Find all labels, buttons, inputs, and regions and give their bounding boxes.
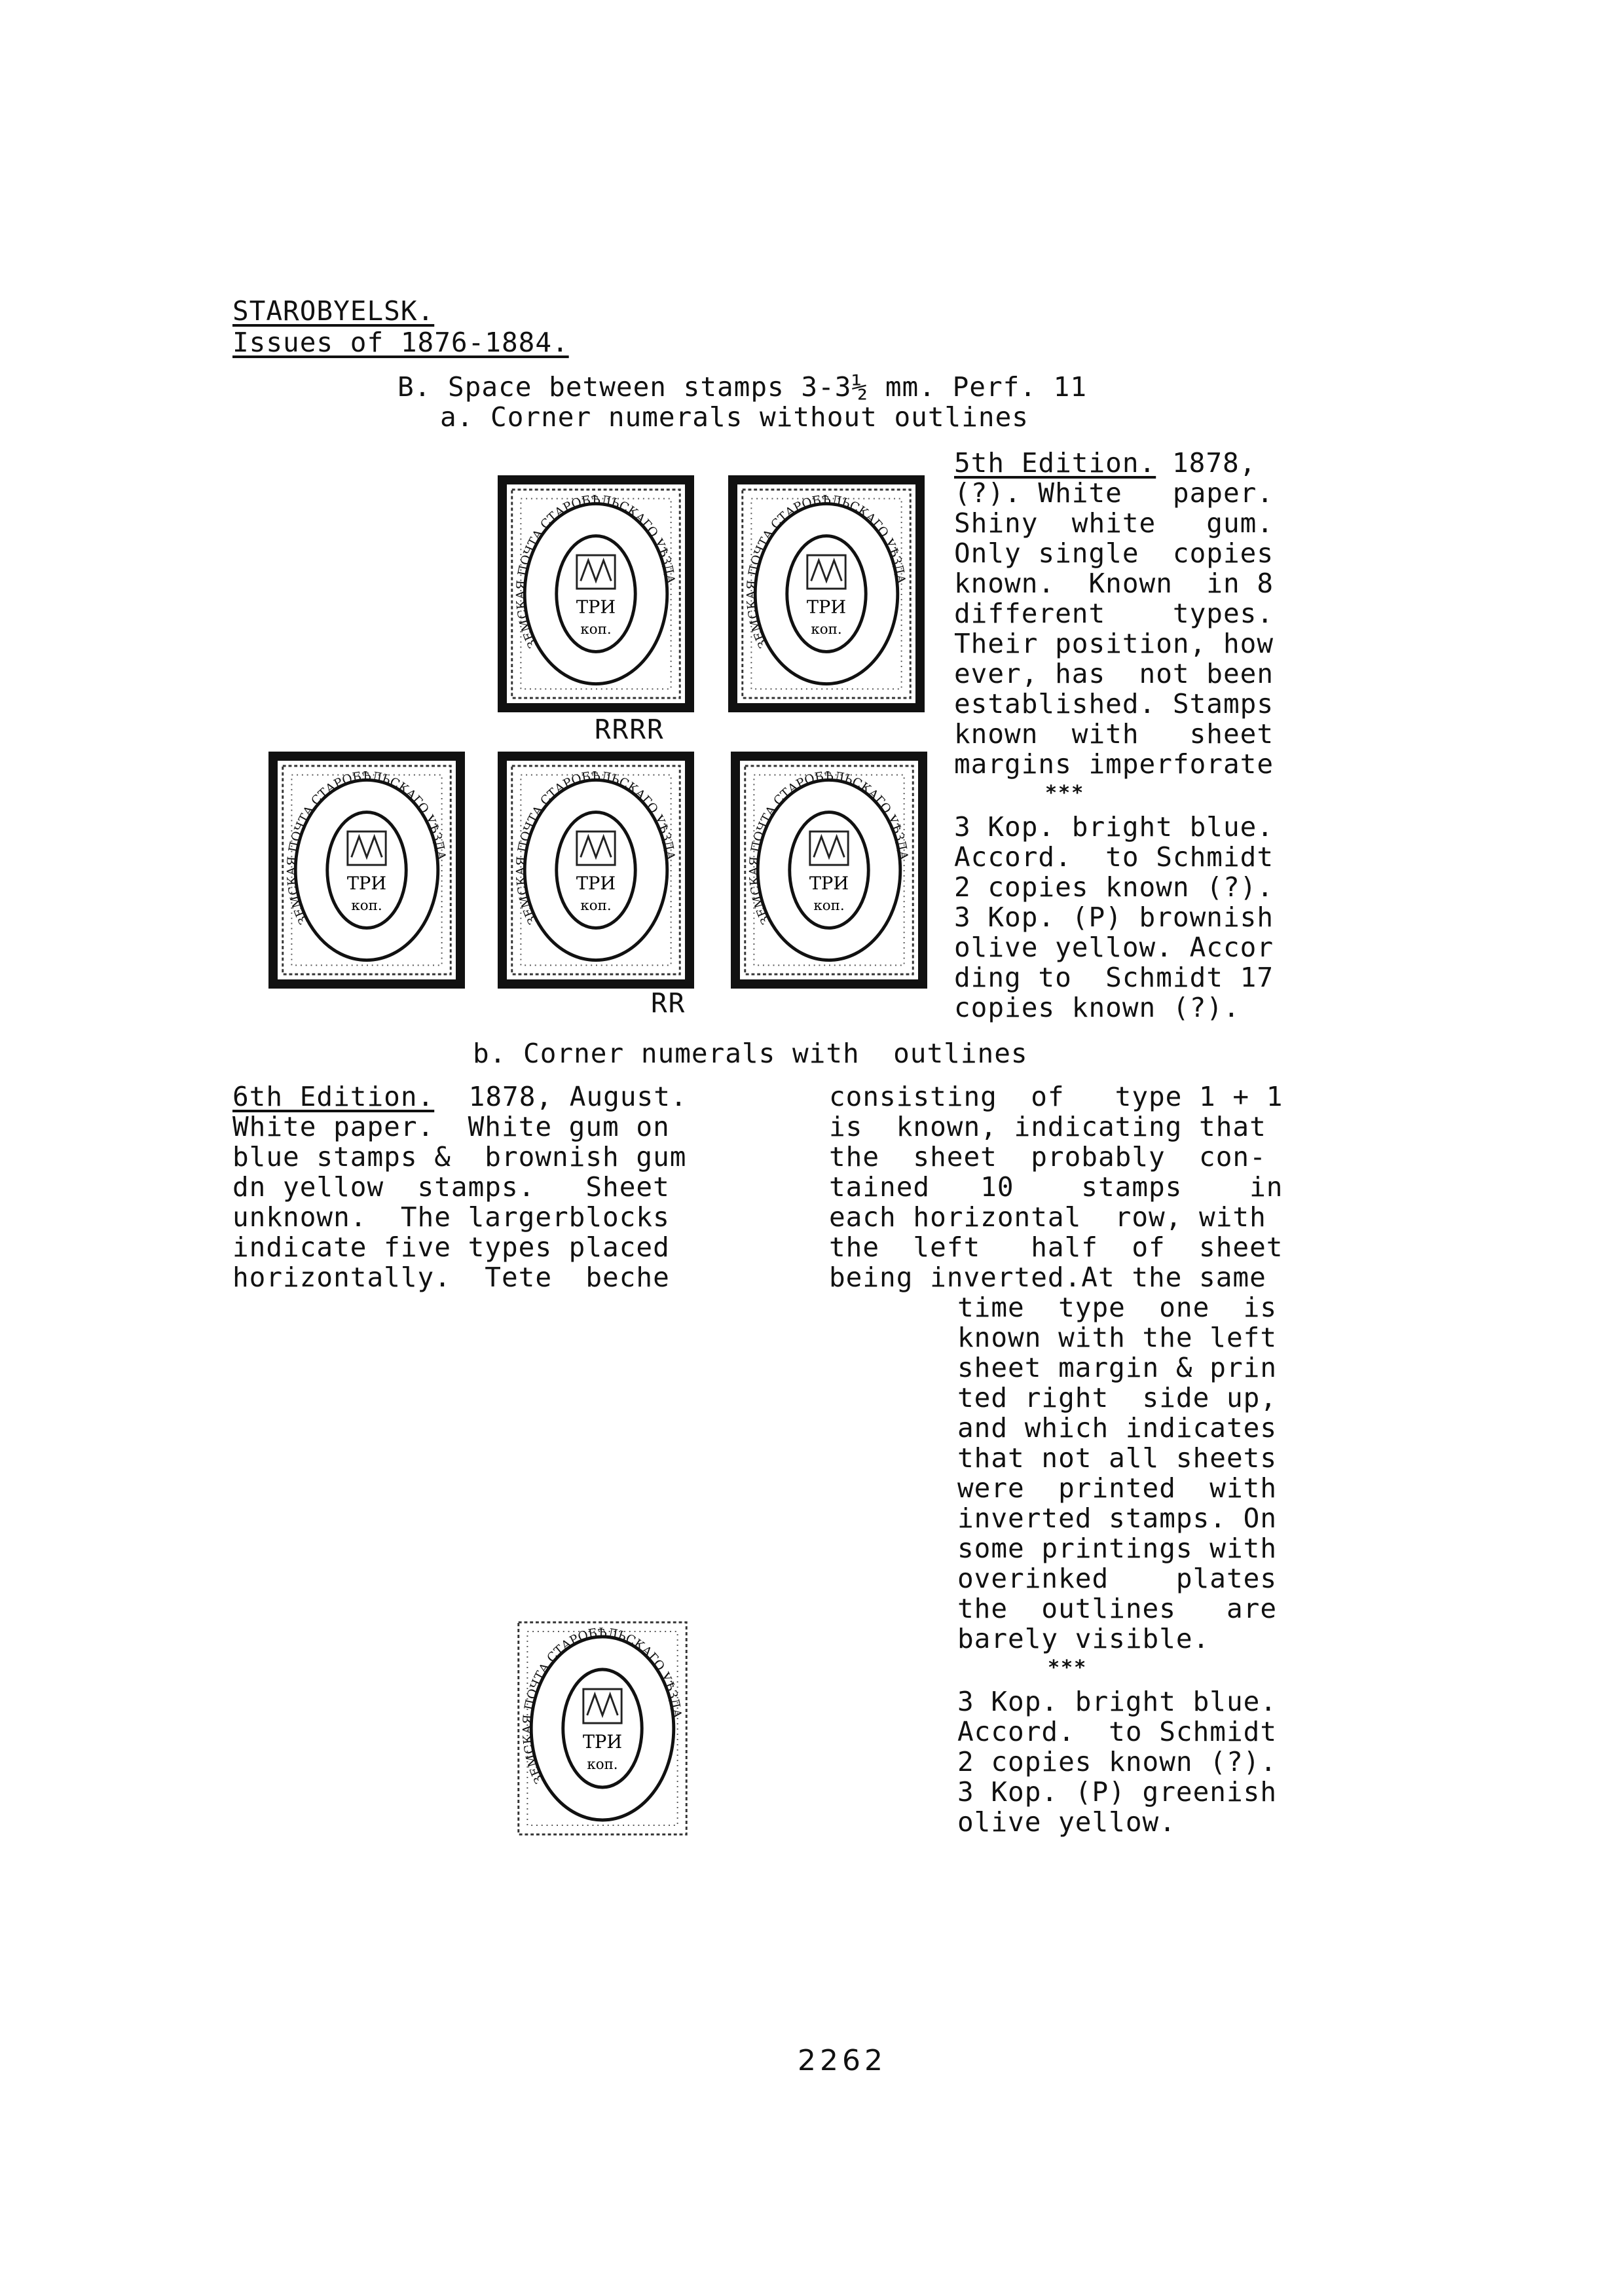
stamp-image [728, 475, 925, 712]
fifth-edition-line: (?). White paper. [954, 477, 1274, 509]
fifth-edition-title: 5th Edition. [954, 447, 1156, 479]
fifth-edition-line: Shiny white gum. [954, 507, 1274, 539]
fifth-edition-note: Accord. to Schmidt [954, 841, 1274, 873]
sixth-edition-narrow-line: time type one is [957, 1292, 1277, 1323]
stamp-denomination: ТРИ [576, 873, 616, 894]
stamp-oval-design [278, 761, 456, 979]
rarity-mark-rrrr: RRRR [595, 714, 665, 745]
separator-stars: *** [1045, 782, 1085, 805]
stamp-denomination: ТРИ [806, 597, 847, 618]
stamp-legend: ЗЕМСКАЯ ПОЧТА СТАРОБѢЛЬСКАГО УѢЗДА [747, 769, 911, 927]
rarity-mark-rr: RR [651, 987, 686, 1019]
stamp-unit: коп. [580, 897, 612, 914]
page-number: 2262 [798, 2044, 887, 2077]
stamp-legend: ЗЕМСКАЯ ПОЧТА СТАРОБѢЛЬСКАГО УѢЗДА [285, 769, 449, 927]
stamp-legend: ЗЕМСКАЯ ПОЧТА СТАРОБѢЛЬСКАГО УѢЗДА [745, 493, 908, 651]
fifth-edition-note: copies known (?). [954, 992, 1240, 1023]
sixth-edition-narrow-line: some printings with [957, 1533, 1277, 1564]
sixth-edition-note: olive yellow. [957, 1806, 1176, 1838]
stamp-denomination: ТРИ [582, 1730, 623, 1753]
sixth-edition-narrow-line: that not all sheets [957, 1442, 1277, 1474]
sixth-edition-line: dn yellow stamps. Sheet [232, 1171, 670, 1203]
sixth-edition-right-line: each horizontal row, with [829, 1201, 1266, 1233]
stamp-image [731, 752, 927, 989]
sixth-edition-line: horizontally. Tete beche [232, 1262, 670, 1293]
sixth-edition-line: 1878, August. [452, 1081, 688, 1112]
sixth-edition-right-line: the sheet probably con- [829, 1141, 1266, 1173]
sixth-edition-narrow-line: and which indicates [957, 1412, 1277, 1444]
sixth-edition-right-line: being inverted.At the same [829, 1262, 1266, 1293]
fifth-edition-line: different types. [954, 598, 1274, 629]
sixth-edition-line: indicate five types placed [232, 1231, 670, 1263]
stamp-unit: коп. [813, 897, 845, 914]
sixth-edition-narrow-line: sheet margin & prin [957, 1352, 1277, 1383]
fifth-edition-note: olive yellow. Accor [954, 932, 1274, 963]
fifth-edition-line: ever, has not been [954, 658, 1274, 689]
fifth-edition-note: ding to Schmidt 17 [954, 962, 1274, 993]
sixth-edition-note: Accord. to Schmidt [957, 1716, 1277, 1747]
sixth-edition-narrow-line: were printed with [957, 1472, 1277, 1504]
stamp-denomination: ТРИ [346, 873, 387, 894]
fifth-edition-line: margins imperforate [954, 748, 1274, 780]
fifth-edition-line: known with sheet [954, 718, 1274, 750]
sixth-edition-note: 3 Kop. bright blue. [957, 1686, 1277, 1717]
sixth-edition-note: 2 copies known (?). [957, 1746, 1277, 1777]
stamp-legend: ЗЕМСКАЯ ПОЧТА СТАРОБѢЛЬСКАГО УѢЗДА [514, 493, 678, 651]
sixth-edition-narrow-line: ted right side up, [957, 1382, 1277, 1413]
fifth-edition-note: 3 Kop. bright blue. [954, 811, 1274, 843]
fifth-edition-line: known. Known in 8 [954, 568, 1274, 599]
stamp-oval-design [737, 484, 915, 703]
fifth-edition-line: Only single copies [954, 538, 1274, 569]
stamp-oval-design [507, 484, 685, 703]
fifth-edition-line: established. Stamps [954, 688, 1274, 720]
sixth-edition-narrow-line: inverted stamps. On [957, 1503, 1277, 1534]
fifth-edition-line: 1878, [1172, 447, 1257, 479]
sixth-edition-line: blue stamps & brownish gum [232, 1141, 687, 1173]
stamp-denomination: ТРИ [576, 597, 616, 618]
stamp-oval-design [507, 761, 685, 979]
sixth-edition-line: unknown. The largerblocks [232, 1201, 670, 1233]
sixth-edition-narrow-line: the outlines are [957, 1593, 1277, 1624]
sixth-edition-right-line: is known, indicating that [829, 1111, 1266, 1142]
stamp-unit: коп. [811, 621, 842, 638]
sixth-edition-right-line: consisting of type 1 + 1 [829, 1081, 1283, 1112]
fifth-edition-note: 3 Kop. (P) brownish [954, 902, 1274, 933]
stamp-legend: ЗЕМСКАЯ ПОЧТА СТАРОБѢЛЬСКАГО УѢЗДА [521, 1626, 684, 1786]
stamp-image [268, 752, 465, 989]
sixth-edition-right-line: tained 10 stamps in [829, 1171, 1283, 1203]
page-title: STAROBYELSK. [232, 295, 435, 327]
stamp-oval-design [513, 1617, 692, 1840]
fifth-edition-line: Their position, how [954, 628, 1274, 659]
sixth-edition-narrow-line: known with the left [957, 1322, 1277, 1353]
stamp-oval-design [740, 761, 918, 979]
stamp-unit: коп. [351, 897, 382, 914]
issues-subtitle: Issues of 1876-1884. [232, 327, 569, 358]
subsection-a-heading: a. Corner numerals without outlines [440, 401, 1029, 433]
sixth-edition-right-line: the left half of sheet [829, 1231, 1283, 1263]
stamp-image [513, 1617, 692, 1840]
stamp-denomination: ТРИ [809, 873, 849, 894]
stamp-image [498, 475, 694, 712]
stamp-unit: коп. [587, 1756, 618, 1774]
separator-stars: *** [1048, 1656, 1088, 1679]
stamp-image [498, 752, 694, 989]
subsection-b-heading: b. Corner numerals with outlines [473, 1038, 1028, 1069]
fifth-edition-note: 2 copies known (?). [954, 871, 1274, 903]
stamp-legend: ЗЕМСКАЯ ПОЧТА СТАРОБѢЛЬСКАГО УѢЗДА [514, 769, 678, 927]
sixth-edition-title: 6th Edition. [232, 1081, 435, 1112]
sixth-edition-narrow-line: overinked plates [957, 1563, 1277, 1594]
stamp-unit: коп. [580, 621, 612, 638]
sixth-edition-line: White paper. White gum on [232, 1111, 670, 1142]
sixth-edition-note: 3 Kop. (P) greenish [957, 1776, 1277, 1808]
section-b-heading: B. Space between stamps 3-3½ mm. Perf. 11 [397, 371, 1088, 403]
sixth-edition-narrow-line: barely visible. [957, 1623, 1210, 1654]
